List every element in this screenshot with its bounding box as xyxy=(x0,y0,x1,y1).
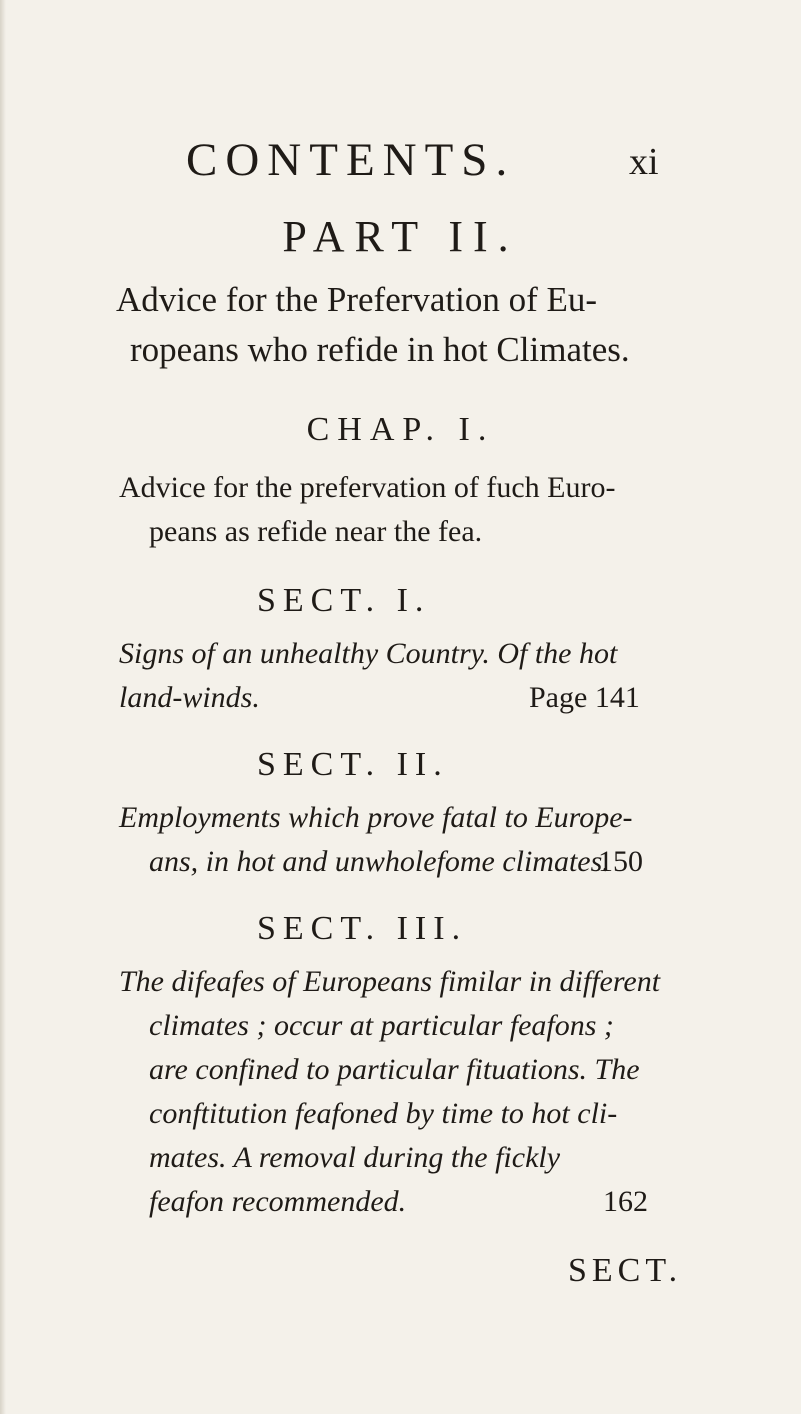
section-2-page: 150 xyxy=(598,845,643,878)
catchword: SECT. xyxy=(568,1252,683,1289)
section-3-line-6: feafon recommended. xyxy=(149,1185,407,1218)
section-3-line-1: The difeafes of Europeans fimilar in different xyxy=(119,965,661,998)
running-head: CONTENTS. xyxy=(186,134,516,186)
section-3-line-3: are confined to particular fituations. The xyxy=(149,1053,640,1086)
section-2-entry xyxy=(119,796,659,884)
section-3-heading: SECT. III. xyxy=(257,910,468,947)
section-1-heading: SECT. I. xyxy=(257,582,431,619)
part-heading: PART II. xyxy=(282,212,519,261)
part-title-line-1: Advice for the Prefervation of Eu- xyxy=(116,280,598,319)
section-3-line-5: mates. A removal during the fickly xyxy=(149,1141,561,1174)
section-1-line-2: land-winds. xyxy=(119,681,260,714)
section-2-line-2: ans, in hot and unwholefome climates. xyxy=(149,845,610,878)
chapter-title-line-2: peans as refide near the fea. xyxy=(149,515,483,548)
section-1-line-1: Signs of an unhealthy Country. Of the hot xyxy=(119,637,618,670)
chapter-heading: CHAP. I. xyxy=(306,411,495,448)
part-title xyxy=(116,275,716,375)
section-2-line-1: Employments which prove fatal to Europe- xyxy=(119,801,633,834)
page-number: xi xyxy=(629,141,659,183)
section-3-line-2: climates ; occur at particular feafons ; xyxy=(149,1009,614,1042)
chapter-title xyxy=(119,466,719,554)
section-3-line-4: conftitution feafoned by time to hot cli- xyxy=(149,1097,618,1130)
section-2-heading: SECT. II. xyxy=(257,746,449,783)
section-3-entry xyxy=(119,960,679,1224)
chapter-title-line-1: Advice for the prefervation of fuch Euro- xyxy=(119,471,616,504)
part-title-line-2: ropeans who refide in hot Climates. xyxy=(130,330,630,369)
section-3-page: 162 xyxy=(603,1185,648,1218)
section-1-page: Page 141 xyxy=(529,681,640,714)
